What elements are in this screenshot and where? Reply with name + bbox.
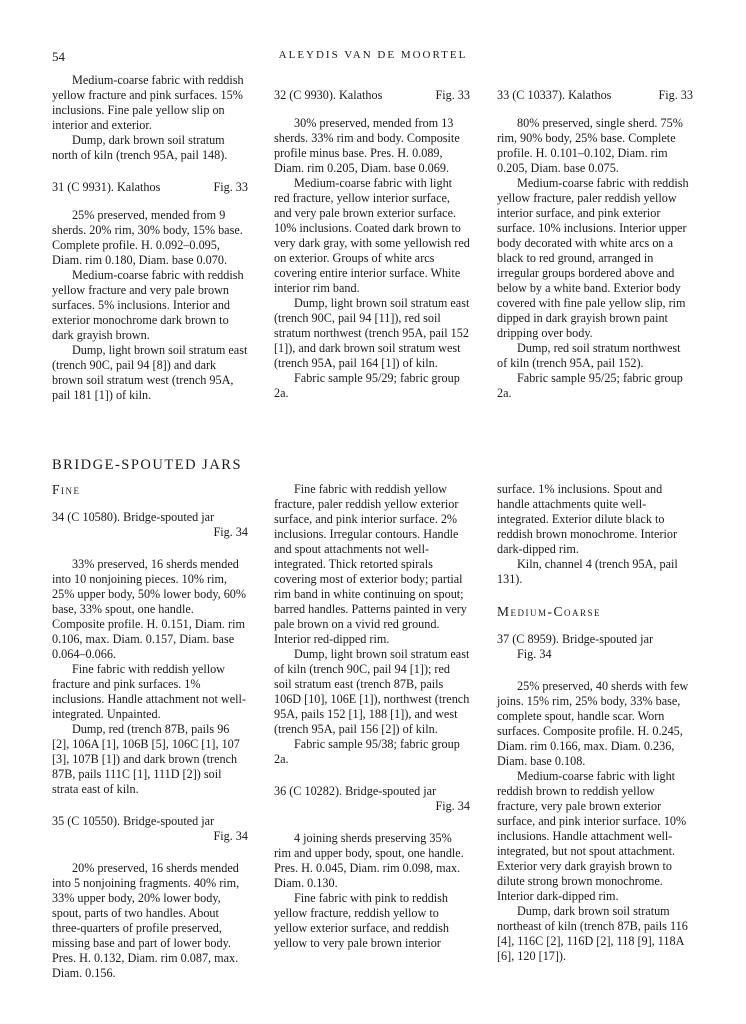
column-2-bottom — [274, 482, 470, 951]
entry-34-heading — [52, 510, 248, 540]
column-3-top — [497, 88, 693, 401]
paragraph: Dump, light brown soil stratum east (trench 90C, pail 94 [8]) and dark brown soil stratum west (trench 95A, pail 181 [1]) of kiln. — [52, 343, 248, 402]
paragraph: Medium-coarse fabric with light red fracture, yellow interior surface, and very pale brown exterior surface. 10% inclusions. Coated dark brown to very dark gray, with some yellowish red on exterior. Groups of white arcs covering entire interior surface. White interior rim band. — [274, 176, 470, 295]
paragraph: 25% preserved, mended from 9 sherds. 20% rim, 30% body, 15% base. Complete profile. H. 0.092–0.095, Diam. rim 0.180, Diam. base 0.070. — [52, 208, 243, 267]
paragraph: Fabric sample 95/38; fabric group 2a. — [274, 737, 460, 766]
entry-title: 33 (C 10337). Kalathos — [497, 88, 612, 102]
entry-36-heading — [274, 784, 470, 814]
paragraph: surface. 1% inclusions. Spout and handle attachments quite well-integrated. Exterior dilute black to reddish brown monochrome. Interior dark-dipped rim. — [497, 482, 678, 556]
paragraph: Fine fabric with pink to reddish yellow fracture, reddish yellow to yellow exterior surface, and reddish yellow to very pale brown interior — [274, 891, 449, 950]
entry-31-heading — [52, 180, 248, 195]
page-number: 54 — [52, 49, 65, 64]
paragraph: Dump, red soil stratum northwest of kiln (trench 95A, pail 152). — [497, 341, 681, 370]
paragraph: Medium-coarse fabric with reddish yellow fracture and pink surfaces. 15% inclusions. Fine pale yellow slip on interior and exterior. — [52, 73, 244, 132]
column-1-bottom — [52, 482, 248, 981]
figure-ref: Fig. 33 — [213, 180, 248, 194]
column-1-top — [52, 73, 248, 403]
paragraph: 80% preserved, single sherd. 75% rim, 90% body, 25% base. Complete profile. H. 0.101–0.102, Diam. rim 0.205, Diam. base 0.075. — [497, 116, 683, 175]
entry-title: 35 (C 10550). Bridge-spouted jar — [52, 814, 215, 828]
paragraph: 25% preserved, 40 sherds with few joins. 15% rim, 25% body, 33% base, complete spout, handle scar. Worn surfaces. Composite profile. H. 0.245, Diam. rim 0.166, max. Diam. 0.236, Diam. base 0.108. — [497, 679, 689, 768]
entry-33-heading — [497, 88, 693, 103]
paragraph: Medium-coarse fabric with light reddish brown to reddish yellow fracture, very pale brown exterior surface, and pink interior surface. 10% inclusions. Handle attachment well-integrated, but not spout attachment. Exterior very dark grayish brown to dilute strong brown monochrome. Interior dark-dipped rim. — [497, 769, 687, 903]
paragraph: Fabric sample 95/29; fabric group 2a. — [274, 371, 460, 400]
entry-title: 32 (C 9930). Kalathos — [274, 88, 383, 102]
entry-title: 31 (C 9931). Kalathos — [52, 180, 161, 194]
paragraph: Dump, dark brown soil stratum northeast of kiln (trench 87B, pails 116 [4], 116C [2], 116D [2], 118 [9], 118A [6], 120 [17]). — [497, 904, 688, 963]
column-2-top — [274, 88, 470, 401]
figure-ref: Fig. 34 — [435, 799, 470, 813]
entry-title: 34 (C 10580). Bridge-spouted jar — [52, 510, 215, 524]
figure-ref: Fig. 34 — [517, 647, 552, 661]
paragraph: 20% preserved, 16 sherds mended into 5 nonjoining fragments. 40% rim, 33% upper body, 20% lower body, spout, parts of two handles. About three-quarters of profile preserved, missing base and part of lower body. Pres. H. 0.132, Diam. rim 0.087, max. Diam. 0.156. — [52, 861, 240, 980]
paragraph: Kiln, channel 4 (trench 95A, pail 131). — [497, 557, 678, 586]
paragraph: Dump, light brown soil stratum east (trench 90C, pail 94 [11]), red soil stratum northwest (trench 95A, pail 152 [1]), and dark brown soil stratum west (trench 95A, pail 164 [1]) of kiln. — [274, 296, 470, 370]
paragraph: Medium-coarse fabric with reddish yellow fracture, paler reddish yellow interior surface, and pink exterior surface. 10% inclusions. Interior upper body decorated with white arcs on a black to red ground, arranged in irregular groups bordered above and below by a white band. Exterior body covered with fine pale yellow slip, rim dipped in dark grayish brown paint dripping over body. — [497, 176, 689, 340]
paragraph: Medium-coarse fabric with reddish yellow fracture and very pale brown surfaces. 5% inclusions. Interior and exterior monochrome dark brown to dark grayish brown. — [52, 268, 244, 342]
paragraph: Dump, light brown soil stratum east of kiln (trench 90C, pail 94 [1]); red soil stratum east (trench 87B, pails 106D [10], 106E [1]), northwest (trench 95A, pails 152 [1], 188 [1]), and west (trench 95A, pail 156 [2]) of kiln. — [274, 647, 470, 736]
paragraph: 4 joining sherds preserving 35% rim and upper body, spout, one handle. Pres. H. 0.045, Diam. rim 0.098, max. Diam. 0.130. — [274, 831, 464, 890]
running-head: ALEYDIS VAN DE MOORTEL — [278, 49, 468, 61]
paragraph: Dump, red (trench 87B, pails 96 [2], 106A [1], 106B [5], 106C [1], 107 [3], 107B [1]) and dark brown (trench 87B, pails 111C [1], 111D [2]) soil strata east of kiln. — [52, 722, 240, 796]
figure-ref: Fig. 34 — [213, 829, 248, 843]
section-title: BRIDGE-SPOUTED JARS — [52, 457, 243, 473]
column-3-bottom — [497, 482, 693, 964]
paragraph: Fabric sample 95/25; fabric group 2a. — [497, 371, 683, 400]
subsection-title-fine: Fine — [52, 482, 81, 497]
paragraph: 33% preserved, 16 sherds mended into 10 nonjoining pieces. 10% rim, 25% upper body, 50% lower body, 60% base, 33% spout, one handle. Composite profile. H. 0.151, Diam. rim 0.106, max. Diam. 0.157, Diam. base 0.064–0.066. — [52, 557, 247, 661]
figure-ref: Fig. 34 — [213, 525, 248, 539]
figure-ref: Fig. 33 — [658, 88, 693, 102]
subsection-title-medium-coarse: Medium-Coarse — [497, 604, 602, 619]
entry-title: 36 (C 10282). Bridge-spouted jar — [274, 784, 437, 798]
paragraph: Dump, dark brown soil stratum north of kiln (trench 95A, pail 148). — [52, 133, 228, 162]
paragraph: 30% preserved, mended from 13 sherds. 33% rim and body. Composite profile minus base. Pres. H. 0.089, Diam. rim 0.205, Diam. base 0.069. — [274, 116, 460, 175]
entry-title: 37 (C 8959). Bridge-spouted jar — [497, 632, 654, 646]
paragraph: Fine fabric with reddish yellow fracture and pink surfaces. 1% inclusions. Handle attachment not well-integrated. Unpainted. — [52, 662, 246, 721]
entry-37-heading — [497, 632, 693, 662]
figure-ref: Fig. 33 — [435, 88, 470, 102]
paragraph: Fine fabric with reddish yellow fracture, paler reddish yellow exterior surface, and pink interior surface. 2% inclusions. Irregular contours. Handle and spout attachments not well-integrated. Thick retorted spirals covering most of exterior body; partial rim band in white continuing on spout; barred handles. Patterns painted in very pale brown on a vivid red ground. Interior red-dipped rim. — [274, 482, 467, 646]
entry-32-heading — [274, 88, 470, 103]
entry-35-heading — [52, 814, 248, 844]
